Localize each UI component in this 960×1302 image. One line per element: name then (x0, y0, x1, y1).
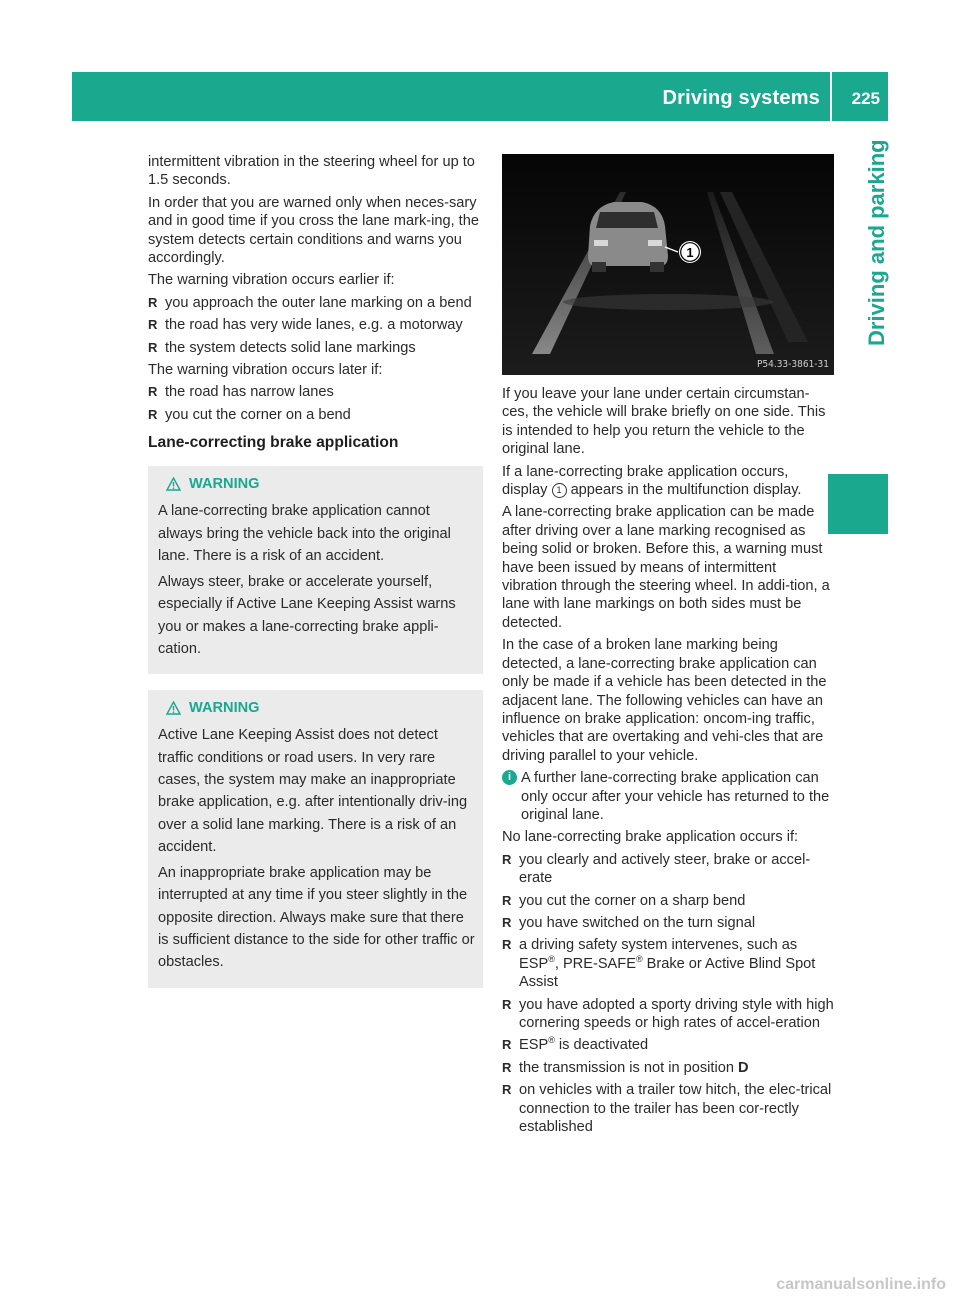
bullet-icon: R (502, 892, 512, 908)
later-list (148, 383, 483, 424)
list-item: R the road has narrow lanes (148, 384, 334, 401)
figure-callout: 1 (686, 245, 694, 260)
lane-assist-illustration (502, 154, 834, 375)
list-item: R you approach the outer lane marking on a bend (148, 294, 472, 311)
paragraph: No lane-correcting brake application occurs if: (502, 829, 799, 846)
list-item: R the road has very wide lanes, e.g. a motorway (148, 317, 463, 334)
list-item: R you have adopted a sporty driving style with high cornering speeds or high rates of accel-eration (502, 996, 834, 1031)
paragraph: If you leave your lane under certain circumstan-ces, the vehicle will brake briefly on one side. This is intended to help you return the vehicle to the original lane. (502, 386, 826, 458)
list-item: R you clearly and actively steer, brake or accel-erate (502, 851, 811, 887)
vehicle-icon (588, 202, 668, 272)
list-item: R the system detects solid lane markings (148, 339, 416, 356)
warning-label: WARNING (189, 700, 260, 717)
warning-header (158, 476, 475, 492)
left-column (148, 153, 483, 1004)
paragraph: In the case of a broken lane marking being detected, a lane-correcting brake application can only be made if a vehicle has been detected in the adjacent lane. The following vehicles can have an influence on brake application: oncom-ing traffic, vehicles that are overtaking and vehi-cles that are driving parallel to your vehicle. (502, 637, 827, 764)
earlier-list (148, 294, 483, 357)
warning-text: Always steer, brake or accelerate yourself, especially if Active Lane Keeping Assist warns you or makes a lane-correcting brake appli-cation. (158, 574, 456, 658)
right-column (502, 154, 834, 1140)
bullet-icon: R (148, 294, 158, 310)
warning-box (148, 690, 483, 987)
bullet-icon: R (148, 317, 158, 333)
header-separator (830, 72, 832, 121)
warning-text: A lane-correcting brake application cannot always bring the vehicle back into the original lane. There is a risk of an accident. (158, 503, 451, 564)
warning-text: Active Lane Keeping Assist does not detect traffic conditions or road users. In very rare cases, the system may make an inappropriate brake application, e.g. after intentionally driv-ing over a solid lane marking. There is a risk of an accident. (158, 727, 468, 855)
warning-box (148, 466, 483, 674)
bullet-icon: R (148, 406, 158, 422)
warning-header (158, 700, 475, 716)
bullet-icon: R (502, 914, 512, 930)
warning-label: WARNING (189, 476, 260, 493)
chapter-tab-label: Driving and parking (864, 139, 889, 346)
watermark: carmanualsonline.info (776, 1276, 946, 1293)
paragraph: If a lane-correcting brake application occurs, display 1 appears in the multifunction display. (502, 463, 802, 499)
section-title: Driving systems (662, 87, 820, 109)
list-item: R the transmission is not in position D (502, 1059, 749, 1076)
page-number: 225 (851, 89, 880, 108)
bullet-icon: R (502, 1037, 512, 1053)
bullet-icon: R (502, 1082, 512, 1098)
list-item: R you cut the corner on a bend (148, 406, 351, 423)
list-item: R ESP® is deactivated (502, 1035, 649, 1054)
info-text: A further lane-correcting brake application can only occur after your vehicle has returned to the original lane. (521, 770, 830, 823)
paragraph: In order that you are warned only when neces-sary and in good time if you cross the lane mark-ing, the system detects certain conditions and warns you accordingly. (148, 194, 479, 267)
paragraph: A lane-correcting brake application can be made after driving over a lane marking recognised as being solid or broken. Before this, a warning must have been issued by means of intermittent vibration through the steering wheel. In addi-tion, a lane with lane markings on both sides must be detected. (502, 504, 830, 631)
figure-code: P54.33-3861-31 (756, 359, 829, 370)
lane-assist-figure (502, 154, 834, 375)
warning-text: An inappropriate brake application may be interrupted at any time if you steer slightly in the opposite direction. Always make sure that there is sufficient distance to the side for other traffic or obstacles. (158, 865, 475, 971)
info-icon: i (502, 770, 517, 785)
bullet-icon: R (502, 996, 512, 1012)
bullet-icon: R (148, 384, 158, 400)
bullet-icon: R (148, 339, 158, 355)
warning-triangle-icon (166, 477, 181, 491)
bullet-icon: R (502, 1059, 512, 1075)
header-bar (72, 72, 888, 121)
callout-icon: 1 (552, 483, 567, 498)
bullet-icon: R (502, 937, 512, 953)
bullet-icon: R (502, 851, 512, 867)
paragraph: The warning vibration occurs earlier if: (148, 272, 395, 289)
info-note (502, 769, 834, 824)
list-item: R a driving safety system intervenes, such as ESP®, PRE-SAFE® Brake or Active Blind Spot Assist (502, 937, 816, 991)
paragraph: intermittent vibration in the steering wheel for up to 1.5 seconds. (148, 154, 475, 189)
chapter-marker (828, 474, 888, 534)
section-heading: Lane-correcting brake application (148, 434, 399, 452)
list-item: R on vehicles with a trailer tow hitch, the elec-trical connection to the trailer has been cor-rectly established (502, 1082, 832, 1136)
conditions-list (502, 851, 834, 1137)
list-item: R you cut the corner on a sharp bend (502, 892, 746, 909)
paragraph: The warning vibration occurs later if: (148, 362, 383, 379)
warning-triangle-icon (166, 701, 181, 715)
list-item: R you have switched on the turn signal (502, 914, 756, 931)
